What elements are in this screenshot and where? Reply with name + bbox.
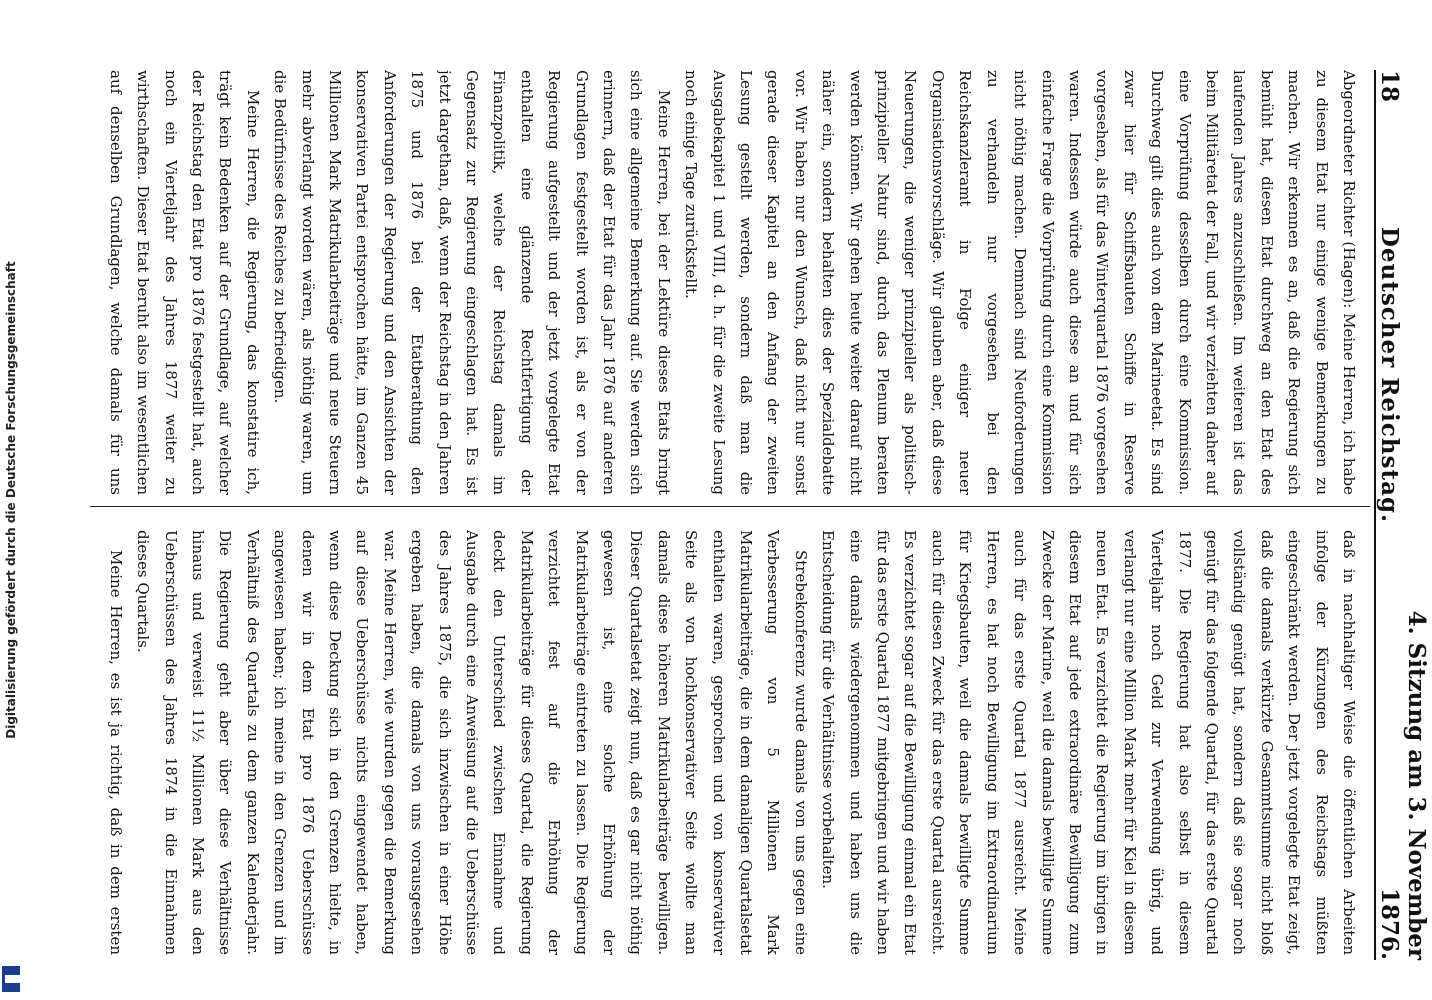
paragraph: Abgeordneter Richter (Hagen): Meine Herren, ich habe zu diesem Etat nur einige wenige Bemerkungen zu machen. Wir erkennen es an, daß die Regierung sich bemüht hat, diesen Etat durchweg an den Etat des laufenden Jahres anzuschließen. Im weiteren ist das beim Militäretat der Fall, und wir verziehten daher auf eine Vorprüfung desselben durch eine Kommission. Durchweg gilt dies auch von dem Marineetat. Es sind zwar hier für Schiffsbauten Schiffe in Reserve vorgesehen, als für das Winterquartal 1876 vorgesehen waren. Indessen würde auch diese an und für sich einfache Frage die Vorprüfung durch eine Kommission nicht nöthig machen. Demnach sind Neuforderungen zu verhandeln nur vorgesehen bei den Reichskanzleramt in Folge einiger neuer Organisationsvorschläge. Wir glauben aber, daß diese Neuerungen, die weniger prinzipieller als politisch-prinzipieller Natur sind, durch das Plenum beraten werden können. Wir gehen heute weiter darauf nicht näher ein, sondern behalten dies der Spezialdebatte vor. Wir haben nur den Wunsch, daß nicht nur sonst gerade dieser Kapitel an den Anfang der zweiten Lesung gestellt werden, sondern daß man die Ausgabekapitel 1 und VIII, d. h. für die zweite Lesung noch einige Tage zurückstellt. — [682, 70, 1358, 495]
session-info: 4. Sitzung am 3. November 1876. — [1376, 610, 1430, 960]
column-divider — [90, 506, 1370, 507]
page-number: 18 — [1376, 70, 1403, 103]
digitization-credit-text: Digitalisierung gefördert durch die Deutsche Forschungsgemeinschaft — [4, 261, 18, 739]
page-header — [1374, 70, 1430, 960]
paragraph: daß in nachhaltiger Weise die öffentlichen Arbeiten infolge der Kürzungen des Reichstags müßten eingeschränkt werden. Der jetzt vorgelegte Etat zeigt, daß die damals verkürzte Gesammtsumme nicht bloß vollständig genügt hat, sondern daß sie sogar noch genügt für das folgende Quartal, für das erste Quartal 1877. Die Regierung hat also selbst in diesem Vierteljahr noch Geld zur Verwendung übrig, und verlangt nur eine Million Mark mehr für Kiel in diesem neuen Etat. Es verzichtet die Regierung im übrigen in diesem Etat auf jede extraordinäre Bewilligung zum Zwecke der Marine, weil die damals bewilligte Summe auch für das erste Quartal 1877 ausreicht. Meine Herren, es hat noch Bewilligung im Extraordinarium für Kriegsbauten, weil die damals bewilligte Summe auch für diesen Zweck für das erste Quartal ausreicht. Es verzichtet sogar auf die Bewilligung einmal ein Etat für das erste Quartal 1877 mitgebringen und wir haben eine damals wiedergenommen und haben uns die Entscheidung für die Verhältnisse vorbehalten. — [819, 530, 1358, 955]
dfg-logo-icon — [2, 966, 20, 992]
text-column-right — [100, 530, 1362, 955]
paragraph: Meine Herren, bei der Lektüre dieses Etats bringt sich eine allgemeine Bemerkung auf. Sie werden sich erinnern, daß der Etat für das Jahr 1876 auf anderen Grundlagen festgestellt worden ist, als er von der Regierung aufgestellt und der jetzt vorgelegte Etat enthalten eine glänzende Rechtfertigung der Finanzpolitik, welche der Reichstag damals im Gegensatz zur Regierung eingeschlagen hat. Es ist jetzt dargethan, daß, wenn der Reichstag in den Jahren 1875 und 1876 bei der Etatberathung den Anforderungen der Regierung und den Ansichten der konservativen Partei entsprochen hätte, im Ganzen 45 Millionen Mark Matrikularbeiträge und neue Steuern mehr abverlangt worden wären, als nöthig waren, um die Bedürfnisse des Reiches zu befriedigen. — [271, 70, 673, 495]
rotated-document-page — [80, 0, 1430, 1000]
paragraph: Strebekonferenz wurde damals von uns gegen eine Verbesserung von 5 Millionen Mark Matrikularbeiträge, die in dem damaligen Quartalsetat enthalten waren, gesprochen und von konservativer Seite als von hochkonservativer Seite wollte man damals diese höheren Matrikularbeiträge bewilligen. Dieser Quartalsetat zeigt nun, daß es gar nicht nöthig gewesen ist, eine solche Erhöhung der Matrikularbeiträge eintreten zu lassen. Die Regierung verzichtet fest auf die Erhöhung der Matrikularbeiträge für dieses Quartal, die Regierung deckt den Unterschied zwischen Einnahme und Ausgabe durch eine Anweisung auf die Ueberschüsse des Jahres 1875, die sich inzwischen in einer Höhe ergeben haben, die damals von uns vorausgesehen war. Meine Herren, wie wurden gegen die Bemerkung auf diese Ueberschüsse nichts eingewendet haben, wenn diese Deckung sich in den Grenzen hielte, in denen wir in dem Etat pro 1876 Ueberschüsse angewiesen haben; ich meine in den Grenzen und im Verhältniß des Quartals zu dem ganzen Kalenderjahr. Die Regierung geht aber über diese Verhältnisse hinaus und verweist 11½ Millionen Mark aus den Ueberschüssen des Jahres 1874 in die Einnahmen dieses Quartals. — [134, 530, 810, 955]
text-column-left — [100, 70, 1362, 495]
digitization-credit-strip — [0, 0, 22, 1000]
paragraph: Meine Herren, die Regierung, das konstatire ich, trägt kein Bedenken auf der Grundlage, auf welcher der Reichstag den Etat pro 1876 festgestellt hat, auch noch ein Vierteljahr des Jahres 1877 weiter zu wirthschaften. Dieser Etat beruht also im wesentlichen auf denselben Grundlagen, welche damals für uns — [106, 70, 262, 495]
paragraph: Meine Herren, es ist ja richtig, daß in dem ersten — [106, 550, 125, 955]
publication-title: Deutscher Reichstag. — [1376, 226, 1403, 524]
